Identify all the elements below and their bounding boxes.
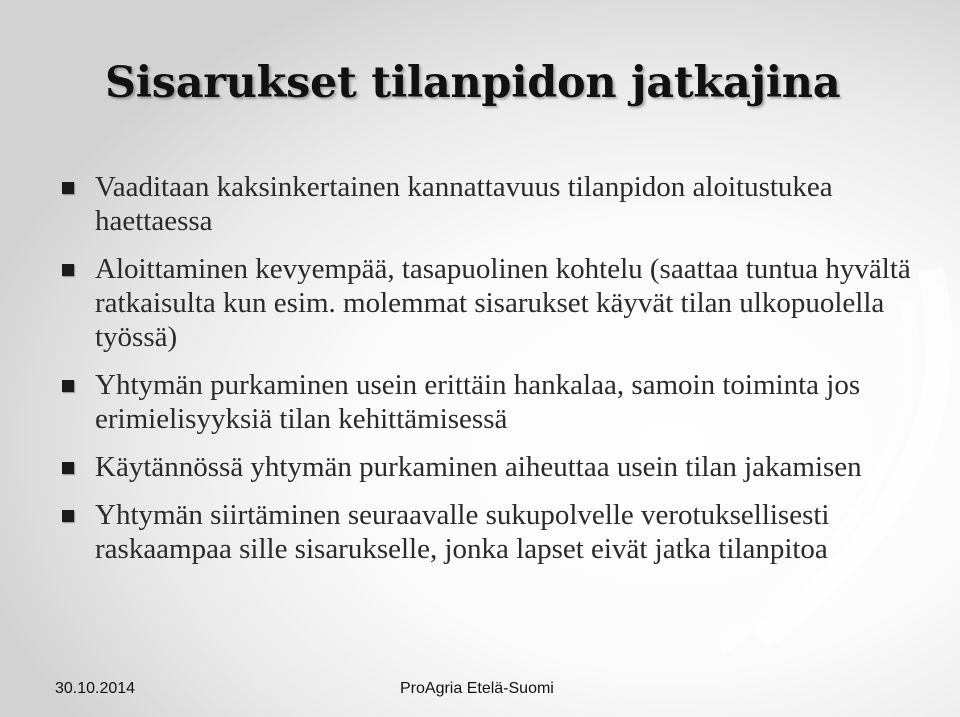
bullet-list (62, 170, 912, 580)
bullet-item (62, 170, 912, 238)
bullet-text: Yhtymän siirtäminen seuraavalle sukupolvelle verotuksellisesti raskaampaa sille sisarukselle, jonka lapset eivät jatka tilanpitoa (95, 499, 830, 565)
footer-date: 30.10.2014 (55, 680, 136, 697)
bullet-text: Yhtymän purkaminen usein erittäin hankalaa, samoin toiminta jos erimielisyyksiä tilan kehittämisessä (95, 369, 861, 435)
square-bullet-icon (62, 264, 74, 276)
bullet-text: Vaaditaan kaksinkertainen kannattavuus tilanpidon aloitustukea haettaessa (95, 171, 833, 237)
bullet-item (62, 450, 912, 484)
square-bullet-icon (62, 380, 74, 392)
slide-title: Sisarukset tilanpidon jatkajina (105, 58, 841, 108)
bullet-item (62, 368, 912, 436)
bullet-item (62, 498, 912, 566)
bullet-text: Aloittaminen kevyempää, tasapuolinen kohtelu (saattaa tuntua hyvältä ratkaisulta kun esim. molemmat sisarukset käyvät tilan ulkopuolella työssä) (95, 253, 911, 353)
footer-organization: ProAgria Etelä-Suomi (400, 680, 554, 697)
square-bullet-icon (62, 462, 74, 474)
square-bullet-icon (62, 182, 74, 194)
bullet-text: Käytännössä yhtymän purkaminen aiheuttaa usein tilan jakamisen (95, 451, 862, 483)
square-bullet-icon (62, 510, 74, 522)
bullet-item (62, 252, 912, 354)
